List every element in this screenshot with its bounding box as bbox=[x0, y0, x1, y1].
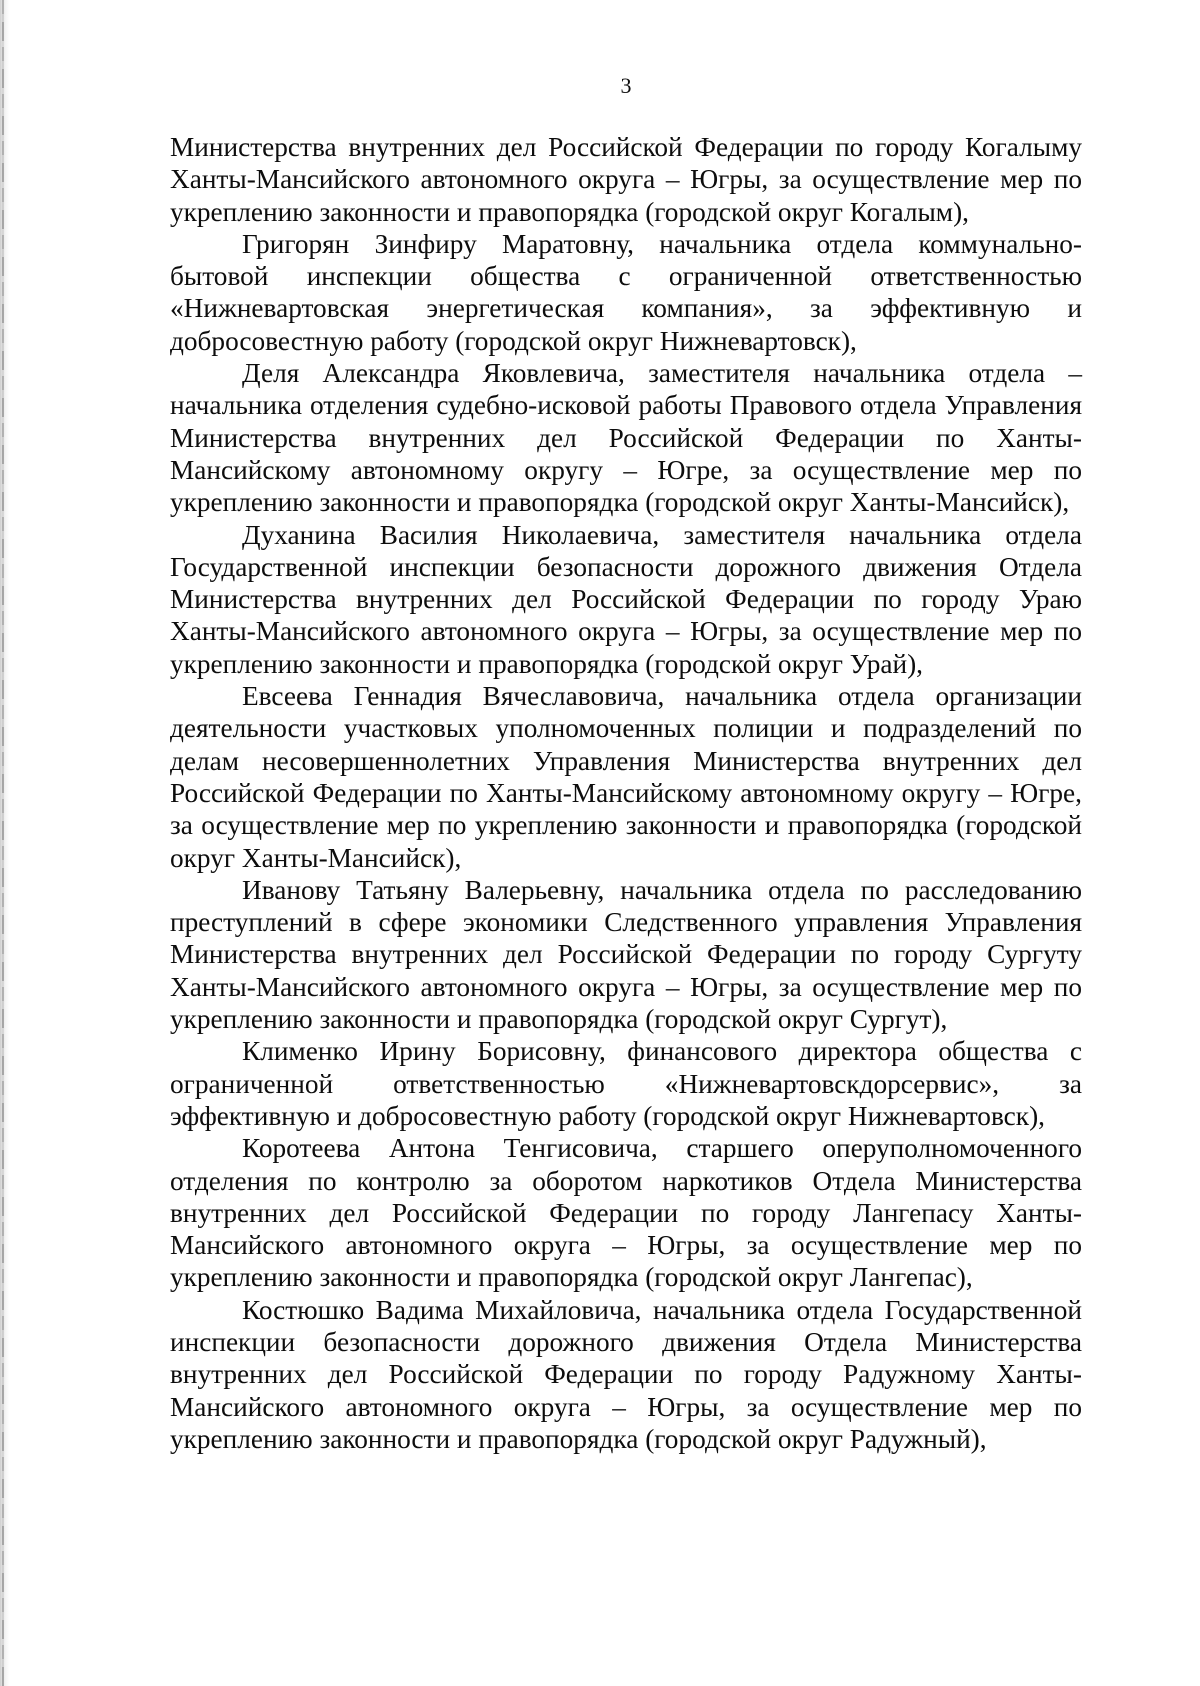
paragraph-ivanova: Иванову Татьяну Валерьевну, начальника отдела по расследованию преступлений в сфере экономики Следственного управления Управления Министерства внутренних дел Российской Федерации по городу Сургуту Ханты-Мансийского автономного округа – Югры, за осуществление мер по укреплению законности и правопорядка (городской округ Сургут), bbox=[170, 874, 1082, 1035]
paragraph-kostyushko: Костюшко Вадима Михайловича, начальника отдела Государственной инспекции безопасности дорожного движения Отдела Министерства внутренних дел Российской Федерации по городу Радужному Ханты-Мансийского автономного округа – Югры, за осуществление мер по укреплению законности и правопорядка (городской округ Радужный), bbox=[170, 1294, 1082, 1454]
paragraph-koroteev: Коротеева Антона Тенгисовича, старшего оперуполномоченного отделения по контролю за оборотом наркотиков Отдела Министерства внутренних дел Российской Федерации по городу Лангепасу Ханты-Мансийского автономного округа – Югры, за осуществление мер по укреплению законности и правопорядка (городской округ Лангепас), bbox=[170, 1133, 1082, 1293]
paragraph-delya: Деля Александра Яковлевича, заместителя начальника отдела – начальника отделения судебно-исковой работы Правового отдела Управления Министерства внутренних дел Российской Федерации по Ханты-Мансийскому автономному округу – Югре, за осуществление мер по укреплению законности и правопорядка (городской округ Ханты-Мансийск), bbox=[170, 358, 1082, 518]
scan-edge-binding-marks bbox=[2, 0, 4, 1686]
paragraph-dukhanin: Духанина Василия Николаевича, заместителя начальника отдела Государственной инспекции безопасности дорожного движения Отдела Министерства внутренних дел Российской Федерации по городу Ураю Ханты-Мансийского автономного округа – Югры, за осуществление мер по укреплению законности и правопорядка (городской округ Урай), bbox=[170, 519, 1082, 679]
document-page bbox=[170, 68, 1082, 1455]
paragraph-evseev: Евсеева Геннадия Вячеславовича, начальника отдела организации деятельности участковых уполномоченных полиции и подразделений по делам несовершеннолетних Управления Министерства внутренних дел Российской Федерации по Ханты-Мансийскому автономному округу – Югре, за осуществление мер по укреплению законности и правопорядка (городской округ Ханты-Мансийск), bbox=[170, 681, 1082, 873]
paragraph-continuation: Министерства внутренних дел Российской Федерации по городу Когалыму Ханты-Мансийского автономного округа – Югры, за осуществление мер по укреплению законности и правопорядка (городской округ Когалым), bbox=[170, 132, 1082, 227]
paragraph-grigoryan: Григорян Зинфиру Маратовну, начальника отдела коммунально-бытовой инспекции общества с ограниченной ответственностью «Нижневартовская энергетическая компания», за эффективную и добросовестную работу (городской округ Нижневартовск), bbox=[170, 228, 1082, 356]
paragraph-klimenko: Клименко Ирину Борисовну, финансового директора общества с ограниченной ответственностью «Нижневартовскдорсервис», за эффективную и добросовестную работу (городской округ Нижневартовск), bbox=[170, 1036, 1082, 1131]
page-number: 3 bbox=[620, 73, 632, 98]
document-body bbox=[170, 131, 1082, 1455]
